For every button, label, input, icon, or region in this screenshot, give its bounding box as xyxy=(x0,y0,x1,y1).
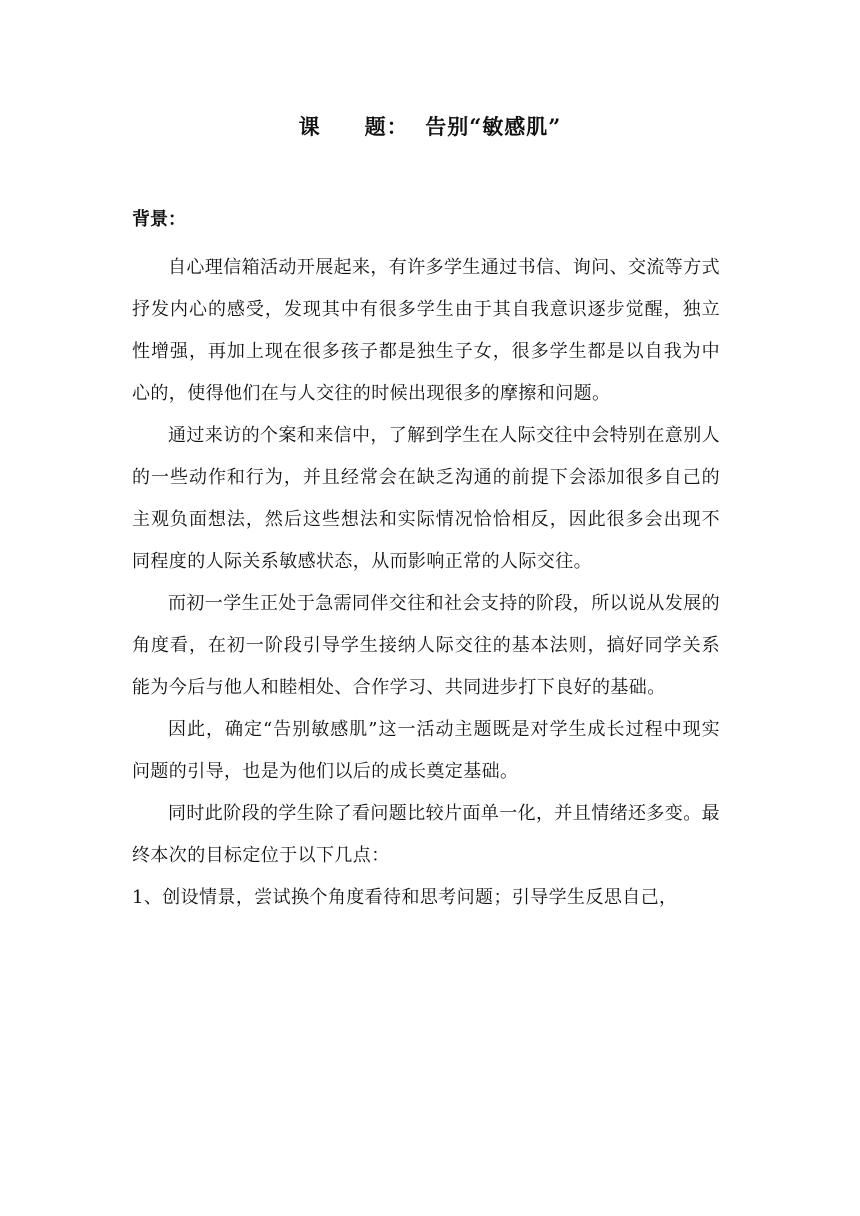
document-body xyxy=(132,247,720,919)
paragraph-3: 而初一学生正处于急需同伴交往和社会支持的阶段，所以说从发展的角度看，在初一阶段引导学生接纳人际交往的基本法则，搞好同学关系能为今后与他人和睦相处、合作学习、共同进步打下良好的基础。 xyxy=(132,593,720,698)
background-heading: 背景： xyxy=(132,209,186,230)
paragraph-5: 同时此阶段的学生除了看问题比较片面单一化，并且情绪还多变。最终本次的目标定位于以下几点： xyxy=(132,803,720,866)
list-item-1: 1、创设情景，尝试换个角度看待和思考问题；引导学生反思自己， xyxy=(132,887,678,908)
paragraph-2: 通过来访的个案和来信中，了解到学生在人际交往中会特别在意别人的一些动作和行为，并且经常会在缺乏沟通的前提下会添加很多自己的主观负面想法，然后这些想法和实际情况恰恰相反，因此很多会出现不同程度的人际关系敏感状态，从而影响正常的人际交往。 xyxy=(132,425,720,572)
paragraph-1: 自心理信箱活动开展起来，有许多学生通过书信、询问、交流等方式抒发内心的感受，发现其中有很多学生由于其自我意识逐步觉醒，独立性增强，再加上现在很多孩子都是独生子女，很多学生都是以自我为中心的，使得他们在与人交往的时候出现很多的摩擦和问题。 xyxy=(132,257,720,404)
document-title: 课 题： 告别“敏感肌” xyxy=(298,114,562,139)
paragraph-4: 因此，确定“告别敏感肌”这一活动主题既是对学生成长过程中现实问题的引导，也是为他们以后的成长奠定基础。 xyxy=(132,719,720,782)
